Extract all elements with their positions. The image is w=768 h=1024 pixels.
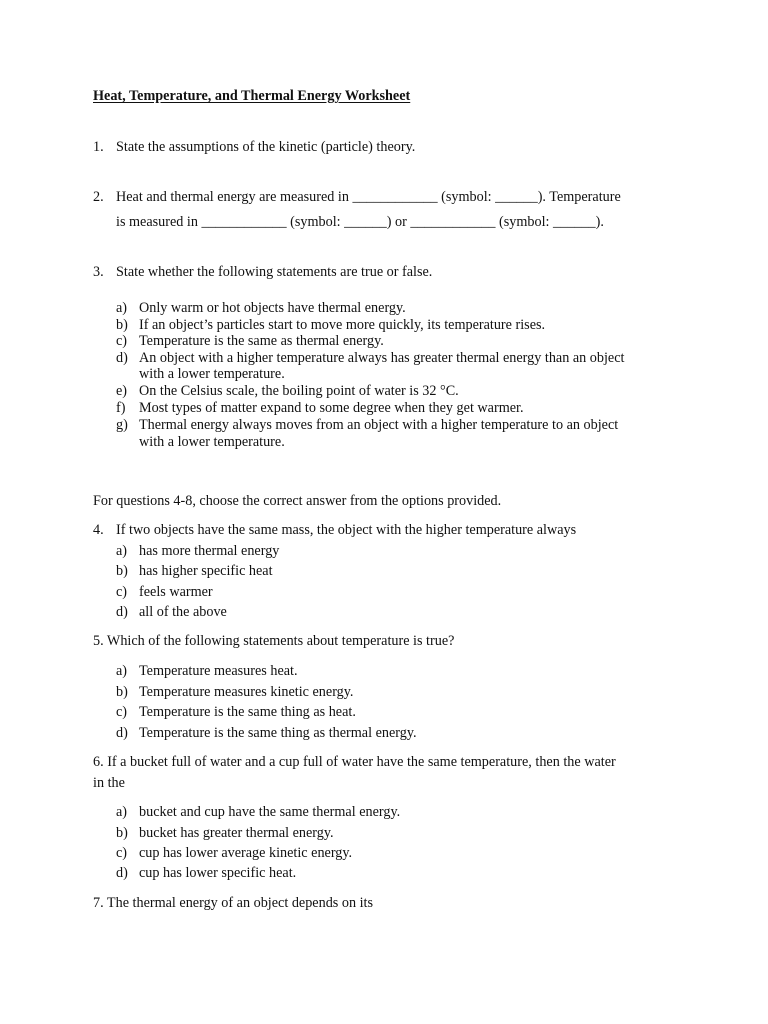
q5-option-d-text: Temperature is the same thing as thermal energy. bbox=[139, 725, 417, 741]
q2-line-1: Heat and thermal energy are measured in ____________ (symbol: ______). Temperature bbox=[116, 189, 621, 205]
q7-text: 7. The thermal energy of an object depends on its bbox=[93, 895, 373, 911]
q5-option-a-label: a) bbox=[116, 663, 128, 679]
q3-item-d-text: An object with a higher temperature always has greater thermal energy than an object bbox=[139, 350, 625, 366]
q4-option-c-label: c) bbox=[116, 584, 128, 600]
q4-text: If two objects have the same mass, the object with the higher temperature always bbox=[116, 522, 577, 538]
q5-option-b-label: b) bbox=[116, 684, 128, 700]
q4-option-b-label: b) bbox=[116, 563, 128, 579]
q3-item-a-text: Only warm or hot objects have thermal energy. bbox=[139, 300, 406, 316]
q3-item-g-label: g) bbox=[116, 417, 128, 433]
q1-number: 1. bbox=[93, 139, 104, 155]
q3-text: State whether the following statements are true or false. bbox=[116, 264, 433, 280]
q1-text: State the assumptions of the kinetic (particle) theory. bbox=[116, 139, 416, 155]
q4-option-c-text: feels warmer bbox=[139, 584, 213, 600]
q6-option-a-label: a) bbox=[116, 804, 128, 820]
q5-option-c-label: c) bbox=[116, 704, 128, 720]
q6-option-a-text: bucket and cup have the same thermal energy. bbox=[139, 804, 401, 820]
q6-option-b-label: b) bbox=[116, 825, 128, 841]
q4-option-a-label: a) bbox=[116, 543, 128, 559]
q3-item-d-label: d) bbox=[116, 350, 128, 366]
q5-option-c-text: Temperature is the same thing as heat. bbox=[139, 704, 356, 720]
q6-option-d-label: d) bbox=[116, 865, 128, 881]
q3-item-b-text: If an object’s particles start to move more quickly, its temperature rises. bbox=[139, 317, 546, 333]
q3-item-c-label: c) bbox=[116, 333, 128, 349]
q3-item-g-continuation: with a lower temperature. bbox=[139, 434, 285, 450]
q4-option-d-text: all of the above bbox=[139, 604, 227, 620]
q3-item-e-text: On the Celsius scale, the boiling point of water is 32 °C. bbox=[139, 383, 459, 399]
q6-option-c-label: c) bbox=[116, 845, 128, 861]
q3-item-f-text: Most types of matter expand to some degree when they get warmer. bbox=[139, 400, 524, 416]
q6-option-c-text: cup has lower average kinetic energy. bbox=[139, 845, 353, 861]
q3-item-c-text: Temperature is the same as thermal energy. bbox=[139, 333, 384, 349]
q4-option-d-label: d) bbox=[116, 604, 128, 620]
q3-item-e-label: e) bbox=[116, 383, 128, 399]
q6-line-1: 6. If a bucket full of water and a cup full of water have the same temperature, then the water bbox=[93, 754, 616, 770]
worksheet-title: Heat, Temperature, and Thermal Energy Worksheet bbox=[93, 88, 411, 104]
q3-item-b-label: b) bbox=[116, 317, 128, 333]
q5-option-a-text: Temperature measures heat. bbox=[139, 663, 298, 679]
q3-number: 3. bbox=[93, 264, 104, 280]
q2-number: 2. bbox=[93, 189, 104, 205]
q6-line-2: in the bbox=[93, 775, 125, 791]
q5-option-b-text: Temperature measures kinetic energy. bbox=[139, 684, 354, 700]
q4-option-b-text: has higher specific heat bbox=[139, 563, 273, 579]
q3-item-f-label: f) bbox=[116, 400, 126, 416]
q4-option-a-text: has more thermal energy bbox=[139, 543, 280, 559]
q2-line-2: is measured in ____________ (symbol: ______) or ____________ (symbol: ______). bbox=[116, 214, 604, 230]
q3-item-d-continuation: with a lower temperature. bbox=[139, 366, 285, 382]
q3-item-g-text: Thermal energy always moves from an object with a higher temperature to an object bbox=[139, 417, 619, 433]
q6-option-b-text: bucket has greater thermal energy. bbox=[139, 825, 334, 841]
q3-item-a-label: a) bbox=[116, 300, 128, 316]
instructions-text: For questions 4-8, choose the correct answer from the options provided. bbox=[93, 493, 502, 509]
q6-option-d-text: cup has lower specific heat. bbox=[139, 865, 297, 881]
q4-number: 4. bbox=[93, 522, 104, 538]
q5-option-d-label: d) bbox=[116, 725, 128, 741]
q5-text: 5. Which of the following statements about temperature is true? bbox=[93, 633, 455, 649]
